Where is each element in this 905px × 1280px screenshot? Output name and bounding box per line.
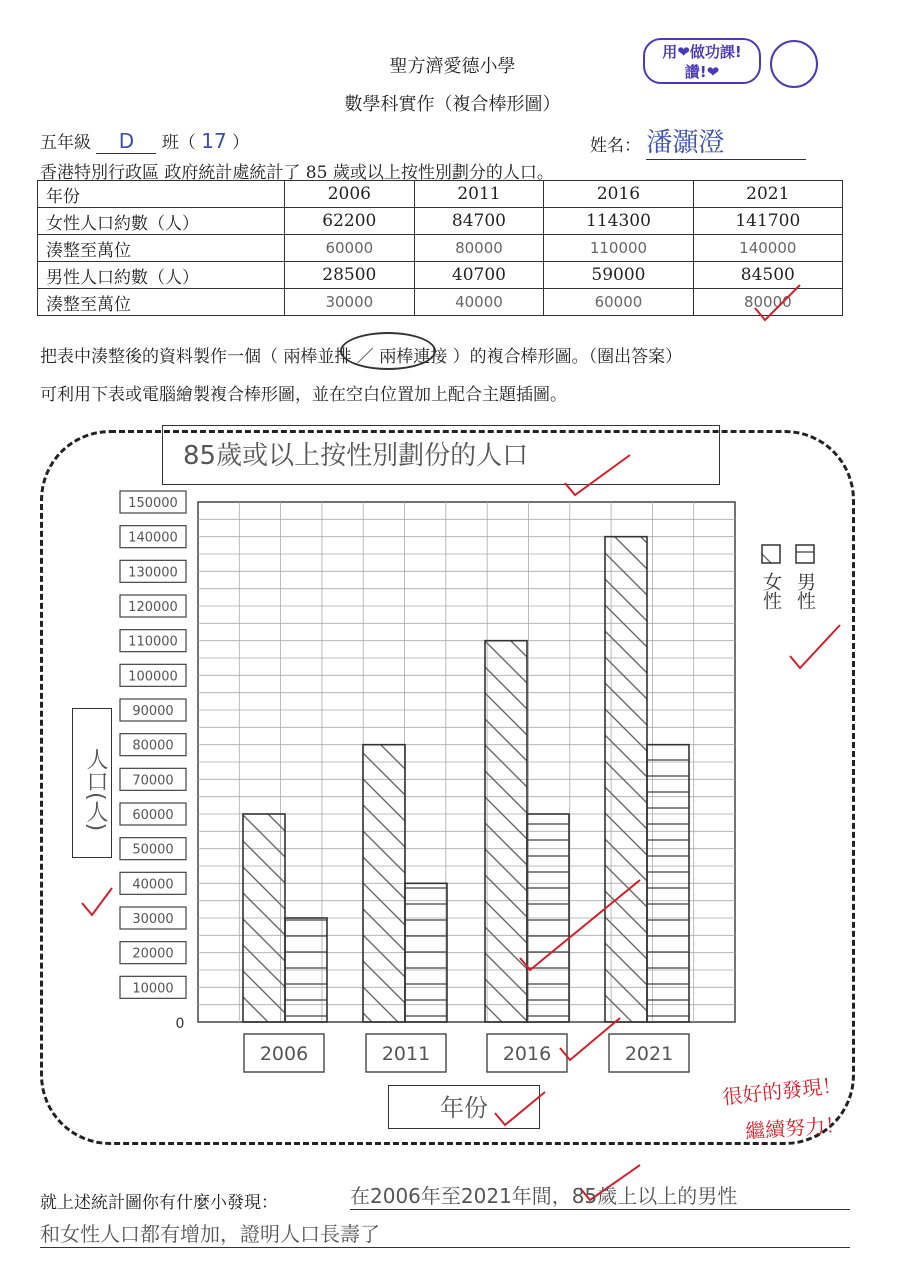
table-cell: 60000	[285, 235, 415, 262]
table-cell: 140000	[693, 235, 842, 262]
y-tick-label: 20000	[132, 946, 174, 962]
table-cell: 40700	[414, 262, 544, 289]
y-tick-label: 140000	[128, 530, 178, 546]
table-header-label: 年份	[38, 181, 285, 208]
teacher-check-mark	[565, 455, 630, 495]
legend-swatch-male	[796, 545, 814, 563]
table-cell: 80000	[693, 289, 842, 316]
y-tick-label: 120000	[128, 600, 178, 615]
y-axis-label: 人口(人)	[72, 708, 112, 858]
x-tick-label: 2011	[381, 1043, 431, 1065]
number-suffix: ）	[232, 133, 250, 153]
class-suffix: 班（	[161, 133, 196, 153]
y-tick-label: 40000	[132, 877, 174, 893]
answer-line-1: 在2006年至2021年間，85歲上以上的男性	[350, 1180, 850, 1210]
y-tick-label: 110000	[128, 634, 178, 650]
table-cell: 80000	[414, 235, 544, 262]
x-tick-label: 2016	[502, 1043, 552, 1065]
y-tick-label: 90000	[132, 704, 174, 719]
y-tick-label: 70000	[132, 773, 174, 789]
table-cell: 84500	[693, 262, 842, 289]
teacher-comment-2: 繼續努力！	[744, 1112, 846, 1144]
y-tick-label: 50000	[132, 842, 174, 858]
stamp-text-2: 讚!❤	[684, 63, 720, 81]
legend-swatch-female	[762, 545, 780, 563]
table-cell: 110000	[544, 235, 693, 262]
teacher-comment-1: 很好的發現！	[721, 1072, 844, 1110]
table-row-label: 湊整至萬位	[38, 289, 285, 316]
x-tick-label: 2021	[624, 1043, 674, 1065]
y-tick-label: 60000	[132, 808, 174, 823]
teacher-check-mark	[82, 888, 112, 915]
teacher-check-mark	[495, 1092, 545, 1125]
student-name: 潘灝澄	[646, 122, 806, 160]
bar-male	[647, 745, 689, 1022]
legend-label-female: 女性	[760, 572, 782, 610]
school-name: 聖方濟愛德小學	[389, 56, 516, 77]
name-label: 姓名：	[590, 136, 641, 156]
worksheet-subject: 數學科實作（複合棒形圖）	[344, 94, 561, 115]
chart-title: 85歲或以上按性別劃份的人口	[162, 425, 720, 485]
x-axis-label: 年份	[388, 1085, 540, 1129]
question-label: 就上述統計圖你有什麼小發現：	[40, 1193, 278, 1213]
stamp-text-1: 用❤做功課!	[662, 43, 742, 61]
y-tick-label: 10000	[132, 981, 174, 997]
y-tick-label: 30000	[132, 912, 174, 927]
class-label: 五年級	[40, 133, 91, 153]
table-cell: 84700	[414, 208, 544, 235]
intro-text: 香港特別行政區 政府統計處統計了 85 歲或以上按性別劃分的人口。	[40, 163, 554, 183]
x-tick-label: 2006	[259, 1043, 309, 1065]
table-cell: 114300	[544, 208, 693, 235]
bar-female	[605, 537, 647, 1022]
table-row-label: 湊整至萬位	[38, 235, 285, 262]
table-row-label: 女性人口約數（人）	[38, 208, 285, 235]
table-cell: 62200	[285, 208, 415, 235]
y-tick-label: 0	[175, 1016, 185, 1032]
y-tick-label: 150000	[128, 496, 178, 511]
table-cell: 59000	[544, 262, 693, 289]
table-cell: 60000	[544, 289, 693, 316]
y-tick-label: 130000	[128, 565, 178, 581]
bar-male	[527, 814, 569, 1022]
bar-female	[363, 745, 405, 1022]
teacher-check-mark	[755, 285, 800, 320]
answer-line-2: 和女性人口都有增加，證明人口長壽了	[40, 1218, 850, 1248]
table-header-year: 2006	[285, 181, 415, 208]
table-header-year: 2016	[544, 181, 693, 208]
bar-female	[243, 814, 285, 1022]
legend-label-male: 男性	[794, 572, 816, 610]
instruction-drawing: 可利用下表或電腦繪製複合棒形圖，並在空白位置加上配合主題插圖。	[40, 385, 567, 405]
student-number: 17	[201, 129, 227, 153]
table-cell: 28500	[285, 262, 415, 289]
teacher-check-mark	[790, 625, 840, 668]
bar-male	[285, 918, 327, 1022]
table-cell: 40000	[414, 289, 544, 316]
class-value: D	[96, 129, 156, 154]
table-header-year: 2011	[414, 181, 544, 208]
table-cell: 30000	[285, 289, 415, 316]
y-tick-label: 100000	[128, 669, 178, 685]
bar-female	[485, 641, 527, 1022]
table-row-label: 男性人口約數（人）	[38, 262, 285, 289]
instruction-chart-type: 把表中湊整後的資料製作一個（ 兩棒並排 ／ 兩棒連接 ）的複合棒形圖。（圈出答案）	[40, 347, 683, 367]
table-cell: 141700	[693, 208, 842, 235]
table-header-year: 2021	[693, 181, 842, 208]
bar-male	[405, 883, 447, 1022]
y-tick-label: 80000	[132, 738, 174, 754]
